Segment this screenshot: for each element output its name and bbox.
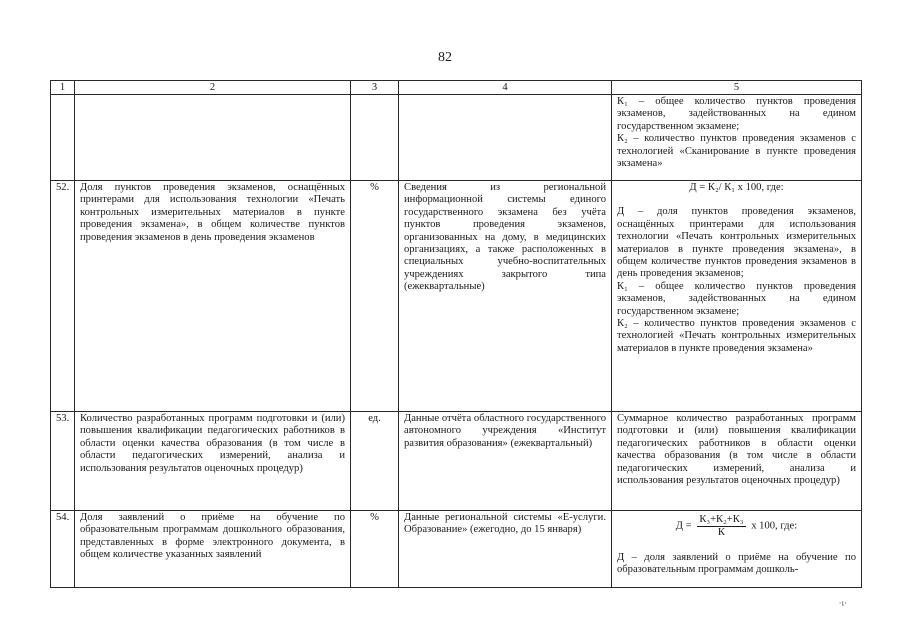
row-number-cell (51, 95, 75, 181)
indicator-name-cell: Доля заявлений о приёме на обучение по образовательным программам дошкольного образования, представленных в форме электронного документа, в общем количестве указанных заявлений (75, 511, 351, 588)
column-header: 3 (351, 81, 399, 95)
formula-cell: Суммарное количество разработанных программ подготовки и (или) повышения квалификации педагогических работников в области оценки качества образования (в том числе в области педагогических измерений, анализа и использования результатов оценочных процедур) (612, 412, 862, 511)
table-row-continuation (51, 95, 862, 181)
unit-cell (351, 95, 399, 181)
formula: Д = К₂/ К₁ х 100, где: (689, 182, 784, 193)
formula-definition: Д – доля пунктов проведения экзаменов, оснащённых принтерами для использования технологии «Печать контрольных измерительных материалов в пункте проведения экзамена», в общем количестве пунктов проведения экзаменов в день проведения экзаменов; (617, 206, 856, 280)
fraction (697, 514, 745, 540)
unit-cell: ед. (351, 412, 399, 511)
table-row (51, 181, 862, 412)
fraction-formula (617, 514, 856, 540)
column-header: 1 (51, 81, 75, 95)
source-cell: Данные региональной системы «Е-услуги. Образование» (ежегодно, до 15 января) (399, 511, 612, 588)
page-number: 82 (438, 50, 452, 65)
formula-rhs: х 100, где: (751, 520, 798, 532)
column-header: 4 (399, 81, 612, 95)
table-row (51, 412, 862, 511)
formula-cell (612, 181, 862, 412)
formula-cell (612, 511, 862, 588)
scan-mark: ·ι· (838, 598, 847, 608)
indicator-name-cell (75, 95, 351, 181)
column-header: 2 (75, 81, 351, 95)
formula-lhs: Д = (675, 520, 692, 532)
formula-definition: К₁ – общее количество пунктов проведения экзаменов, задействованных на едином государственном экзамене; (617, 96, 856, 132)
row-number-cell: 53. (51, 412, 75, 511)
source-cell (399, 95, 612, 181)
indicators-table (50, 80, 862, 588)
table-row (51, 511, 862, 588)
formula-definition: К₂ – количество пунктов проведения экзаменов с технологией «Печать контрольных измерительных материалов в пункте проведения экзамена» (617, 318, 856, 354)
unit-cell: % (351, 181, 399, 412)
indicator-name-cell: Доля пунктов проведения экзаменов, оснащённых принтерами для использования технологии «Печать контрольных измерительных материалов в пункте проведения экзамена», в общем количестве пунктов проведения экзаменов в день проведения экзаменов (75, 181, 351, 412)
row-number-cell: 54. (51, 511, 75, 588)
fraction-numerator: К₃+К₂+К₃ (697, 514, 745, 527)
formula-definition: К₂ – количество пунктов проведения экзаменов с технологией «Сканирование в пункте проведения экзамена» (617, 133, 856, 170)
indicator-name-cell: Количество разработанных программ подготовки и (или) повышения квалификации педагогических работников в области оценки качества образования (в том числе в области педагогических измерений, анализа и использования результатов оценочных процедур) (75, 412, 351, 511)
formula-definition: К₁ – общее количество пунктов проведения экзаменов, задействованных на едином государственном экзамене; (617, 280, 856, 317)
column-header: 5 (612, 81, 862, 95)
table-header-row (51, 81, 862, 95)
source-cell: Сведения из региональной информационной системы единого государственного экзамена без учёта пунктов проведения экзаменов, организованных на дому, в медицинских организациях, а также расположенных в специальных учебно-воспитательных учреждениях закрытого типа (ежеквартальные) (399, 181, 612, 412)
source-cell: Данные отчёта областного государственного автономного учреждения «Институт развития образования» (ежеквартальный) (399, 412, 612, 511)
formula-definition: Д – доля заявлений о приёме на обучение по образовательным программам дошколь- (617, 551, 856, 576)
formula-cell (612, 95, 862, 181)
unit-cell: % (351, 511, 399, 588)
row-number-cell: 52. (51, 181, 75, 412)
fraction-denominator: К (717, 527, 725, 539)
